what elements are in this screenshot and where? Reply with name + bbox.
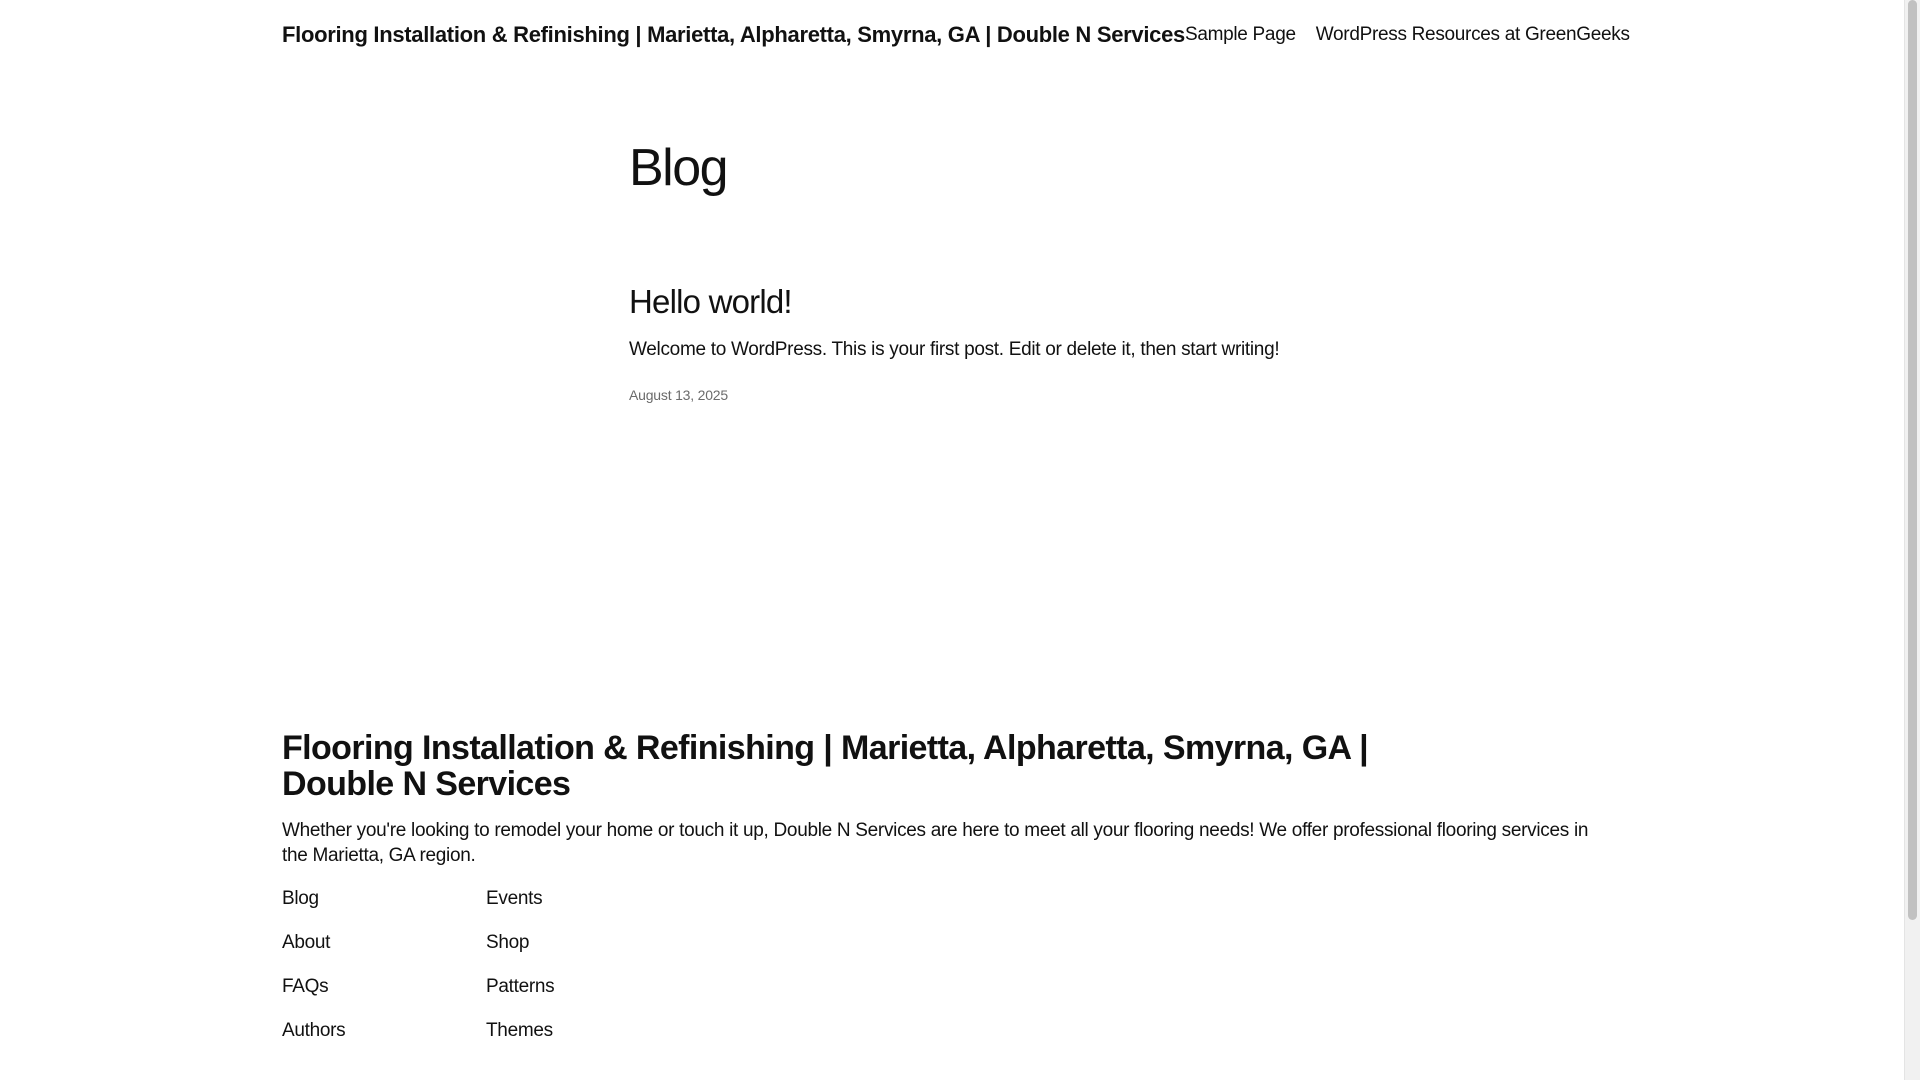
post — [629, 281, 1329, 403]
scrollbar-thumb[interactable] — [1908, 0, 1917, 920]
page-title: Blog — [629, 139, 728, 197]
footer-link-themes[interactable]: Themes — [486, 1020, 553, 1041]
footer-site-title: Flooring Installation & Refinishing | Marietta, Alpharetta, Smyrna, GA | Double N Services — [282, 729, 1368, 803]
footer-link-patterns[interactable]: Patterns — [486, 976, 555, 997]
vertical-scrollbar[interactable] — [1904, 0, 1920, 1080]
post-title — [629, 281, 1329, 323]
footer-link-shop[interactable]: Shop — [486, 932, 530, 953]
footer-link-blog[interactable]: Blog — [282, 888, 319, 909]
footer-description: Whether you're looking to remodel your home or touch it up, Double N Services are here to meet all your flooring needs! We offer professional flooring services in the Marietta, GA region. — [282, 820, 1589, 866]
post-excerpt: Welcome to WordPress. This is your first post. Edit or delete it, then start writing! — [629, 339, 1280, 360]
nav-sample-page[interactable]: Sample Page — [1184, 24, 1296, 45]
footer-links — [282, 886, 1582, 1043]
post-date: August 13, 2025 — [629, 387, 728, 403]
site-header — [282, 18, 1630, 52]
footer-link-faqs[interactable]: FAQs — [282, 976, 329, 997]
post-title-link[interactable]: Hello world! — [629, 283, 792, 320]
site-footer — [282, 729, 1589, 1043]
footer-link-events[interactable]: Events — [486, 888, 543, 909]
site-title-link[interactable]: Flooring Installation & Refinishing | Marietta, Alpharetta, Smyrna, GA | Double N Services — [282, 22, 1185, 47]
footer-link-about[interactable]: About — [282, 932, 331, 953]
nav-wordpress-resources[interactable]: WordPress Resources at GreenGeeks — [1315, 24, 1630, 45]
footer-link-authors[interactable]: Authors — [282, 1020, 346, 1041]
main-content — [629, 134, 1329, 403]
primary-nav — [1185, 24, 1630, 46]
